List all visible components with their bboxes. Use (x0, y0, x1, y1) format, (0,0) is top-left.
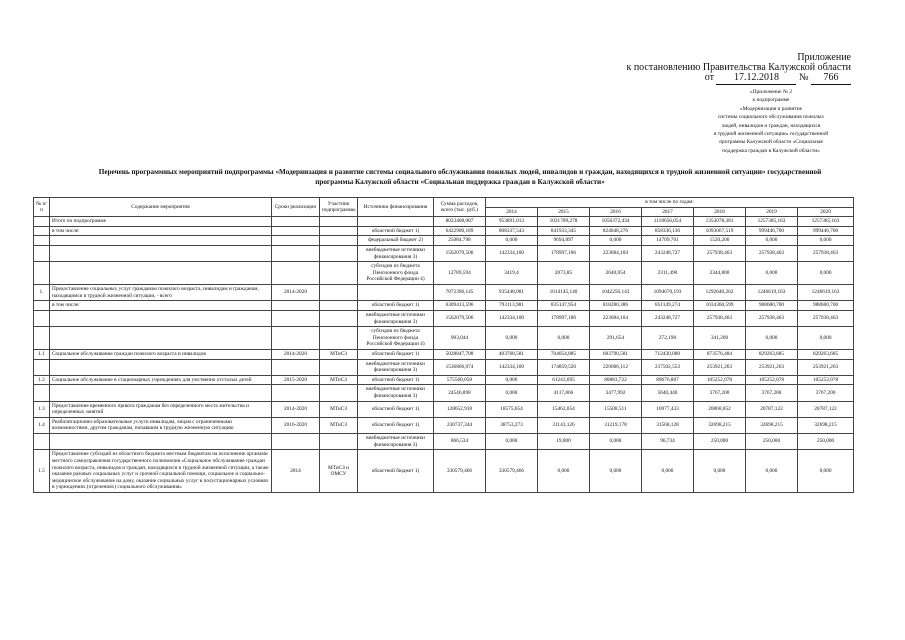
row-year-value: 683790,581 (590, 349, 642, 359)
row-term (272, 327, 320, 350)
annex-block (691, 88, 851, 155)
row-year-value: 178997,186 (538, 310, 590, 326)
row-num: 1.5 (34, 450, 50, 493)
appendix-title: Приложение (797, 52, 851, 63)
row-num: 1. (34, 285, 50, 301)
row-year-value: 0,000 (486, 434, 538, 450)
row-year-value: 20787,122 (746, 401, 798, 417)
row-year-value: 988680,700 (798, 301, 854, 311)
table-row (34, 385, 854, 401)
row-num (34, 310, 50, 326)
row-year-value: 818280,386 (590, 301, 642, 311)
row-year-value: 253921,263 (694, 359, 746, 375)
row-year-value: 237502,553 (642, 359, 694, 375)
row-num (34, 246, 50, 262)
row-year-value: 1246619,163 (798, 285, 854, 301)
col-content: Содержание мероприятия (50, 198, 272, 217)
row-year-value: 808337,543 (486, 226, 538, 236)
row-year-value: 873576,484 (694, 349, 746, 359)
row-year-value: 96,734 (642, 434, 694, 450)
row-year-value: 250,000 (694, 434, 746, 450)
row-content (50, 385, 272, 401)
table-row (34, 246, 854, 262)
row-year-value: 80883,722 (590, 375, 642, 385)
row-participant: МТиСЗ и ОМСУ (320, 450, 358, 493)
row-total: 5028847,708 (434, 349, 486, 359)
row-content (50, 310, 272, 326)
row-year-value: 2344,800 (694, 262, 746, 285)
row-year-value: 1246619,163 (746, 285, 798, 301)
row-year-value: 257938,463 (746, 310, 798, 326)
number-prefix: № (798, 72, 809, 83)
row-year-value: 835147,954 (538, 301, 590, 311)
row-total: 1562079,506 (434, 310, 486, 326)
row-content (50, 327, 272, 350)
row-content: в том числе: (50, 226, 272, 236)
row-year-value: 257938,463 (694, 246, 746, 262)
row-year-value: 704054,885 (538, 349, 590, 359)
row-year-value: 14709,701 (642, 236, 694, 246)
row-year-value: 851149,274 (642, 301, 694, 311)
annex-line: «Приложение № 2 (749, 89, 793, 95)
row-source: областной бюджет 1) (358, 375, 434, 385)
row-year-value: 0,000 (694, 450, 746, 493)
col-year: 2019 (746, 207, 798, 217)
row-year-value: 2073,85 (538, 262, 590, 285)
row-source: областной бюджет 1) (358, 349, 434, 359)
row-year-value: 0,000 (798, 450, 854, 493)
row-year-value: 1257385,163 (746, 217, 798, 227)
date-prefix: от (704, 72, 714, 83)
row-total: 8023408,087 (434, 217, 486, 227)
row-source: внебюджетные источники финансирования 3) (358, 359, 434, 375)
row-source: областной бюджет 1) (358, 401, 434, 417)
row-year-value: 31143,126 (538, 417, 590, 433)
row-participant (320, 236, 358, 246)
col-year: 2015 (538, 207, 590, 217)
row-content: Предоставление социальных услуг гражданам пожилого возраста, инвалидам и гражданам, находящимся в трудной жизненной ситуации, - всего (50, 285, 272, 301)
row-num: 1.4 (34, 417, 50, 433)
col-years-group: в том числе по годам: (486, 198, 854, 208)
row-year-value: 253921,263 (798, 359, 854, 375)
row-year-value: 0,000 (590, 434, 642, 450)
row-year-value: 18575,654 (486, 401, 538, 417)
table-row (34, 226, 854, 236)
row-source (358, 217, 434, 227)
row-year-value: 142334,100 (486, 359, 538, 375)
row-term: 2014-2020 (272, 401, 320, 417)
row-year-value: 250,000 (798, 434, 854, 450)
document-title-line-2: программы Калужской области «Социальная поддержка граждан в Калужской области» (315, 177, 605, 186)
row-total: 903,044 (434, 327, 486, 350)
row-year-value: 829263,685 (798, 349, 854, 359)
row-source: областной бюджет 1) (358, 226, 434, 236)
row-year-value: 0,000 (642, 450, 694, 493)
row-year-value: 1353078,381 (694, 217, 746, 227)
row-year-value: 15462,054 (538, 401, 590, 417)
row-term: 2014 (272, 450, 320, 493)
row-source: областной бюджет 1) (358, 417, 434, 433)
row-source: областной бюджет 1) (358, 301, 434, 311)
row-participant: МТиСЗ (320, 375, 358, 385)
row-participant: МТиСЗ (320, 401, 358, 417)
row-year-value: 257938,463 (746, 246, 798, 262)
row-participant (320, 285, 358, 301)
row-year-value: 841933,345 (538, 226, 590, 236)
row-year-value: 2311,490 (642, 262, 694, 285)
row-year-value: 1094670,193 (642, 285, 694, 301)
row-year-value: 243248,727 (642, 246, 694, 262)
row-term (272, 310, 320, 326)
row-total: 128652,918 (434, 401, 486, 417)
table-row (34, 359, 854, 375)
row-participant (320, 385, 358, 401)
row-term (272, 359, 320, 375)
row-num (34, 236, 50, 246)
row-year-value: 220006,112 (590, 359, 642, 375)
row-total: 1536866,074 (434, 359, 486, 375)
row-total: 6309413,596 (434, 301, 486, 311)
row-year-value: 0,000 (486, 236, 538, 246)
row-year-value: 330579,466 (486, 450, 538, 493)
row-year-value: 3767,200 (798, 385, 854, 401)
row-year-value: 3477,992 (590, 385, 642, 401)
row-term (272, 226, 320, 236)
table-row (34, 327, 854, 350)
row-year-value: 0,000 (798, 262, 854, 285)
row-year-value: 824048,276 (590, 226, 642, 236)
row-content (50, 236, 272, 246)
col-year: 2017 (642, 207, 694, 217)
table-row (34, 450, 854, 493)
row-content: Социальное обслуживание в стационарных учреждениях для умственно отсталых детей (50, 375, 272, 385)
row-participant (320, 359, 358, 375)
row-total: 330579,466 (434, 450, 486, 493)
col-total: Сумма расходов, всего (тыс. руб.) (434, 198, 486, 217)
row-year-value: 20787,122 (798, 401, 854, 417)
row-year-value: 142334,100 (486, 246, 538, 262)
row-source: внебюджетные источники финансирования 3) (358, 385, 434, 401)
row-term (272, 236, 320, 246)
row-year-value: 31568,128 (642, 417, 694, 433)
row-year-value: 20868,052 (694, 401, 746, 417)
row-year-value: 1118656,054 (642, 217, 694, 227)
row-year-value: 15508,511 (590, 401, 642, 417)
row-year-value: 89676,807 (642, 375, 694, 385)
row-year-value: 32698,215 (798, 417, 854, 433)
row-year-value: 0,000 (590, 450, 642, 493)
document-title (60, 168, 860, 187)
row-total: 25084,798 (434, 236, 486, 246)
row-num (34, 327, 50, 350)
row-content: Реабилитационно-образовательные услуги инвалидам, лицам с ограниченными возможностями, другим гражданам, попавшим в трудную жизненную ситуацию (50, 417, 272, 433)
row-year-value: 32698,215 (746, 417, 798, 433)
row-year-value: 0,000 (746, 262, 798, 285)
row-year-value: 1031789,278 (538, 217, 590, 227)
row-year-value: 257938,463 (694, 310, 746, 326)
row-content (50, 434, 272, 450)
table-row (34, 434, 854, 450)
row-total: 1562079,506 (434, 246, 486, 262)
row-year-value: 0,000 (798, 236, 854, 246)
row-year-value: 105252,078 (746, 375, 798, 385)
row-year-value: 178997,186 (538, 246, 590, 262)
row-year-value: 0,000 (590, 236, 642, 246)
annex-line: поддержка граждан в Калужской области» (722, 147, 820, 154)
row-content: Итого по подпрограмме (50, 217, 272, 227)
row-source: федеральный бюджет 2) (358, 236, 434, 246)
row-year-value: 105252,078 (798, 375, 854, 385)
row-term: 2014-2020 (272, 349, 320, 359)
table-row (34, 217, 854, 227)
table-row (34, 285, 854, 301)
col-year: 2020 (798, 207, 854, 217)
row-year-value: 174859,520 (538, 359, 590, 375)
row-year-value: 0,000 (538, 327, 590, 350)
row-participant (320, 310, 358, 326)
row-year-value: 9694,897 (538, 236, 590, 246)
col-year: 2018 (694, 207, 746, 217)
row-year-value: 142334,100 (486, 310, 538, 326)
row-year-value: 272,190 (642, 327, 694, 350)
row-year-value: 0,000 (746, 236, 798, 246)
row-year-value: 16977,433 (642, 401, 694, 417)
row-year-value: 3767,200 (694, 385, 746, 401)
row-source: субсидии из бюджета Пенсионного фонда Российской Федерации 4) (358, 262, 434, 285)
appendix-subtitle: к постановлению Правительства Калужской области (626, 62, 851, 73)
row-year-value: 223684,104 (590, 246, 642, 262)
row-term (272, 434, 320, 450)
row-num (34, 301, 50, 311)
row-year-value: 0,000 (486, 327, 538, 350)
row-term (272, 385, 320, 401)
row-total: 6422906,189 (434, 226, 486, 236)
col-source: Источники финансирования (358, 198, 434, 217)
row-source: внебюджетные источники финансирования 3) (358, 246, 434, 262)
row-num (34, 359, 50, 375)
row-year-value: 3419,4 (486, 262, 538, 285)
row-participant (320, 226, 358, 236)
annex-line: в трудной жизненной ситуации» государственной (713, 130, 829, 137)
row-year-value: 1042256,143 (590, 285, 642, 301)
row-total: 12789,594 (434, 262, 486, 285)
row-year-value: 793113,981 (486, 301, 538, 311)
row-participant (320, 246, 358, 262)
row-total: 866,534 (434, 434, 486, 450)
row-year-value: 2640,054 (590, 262, 642, 285)
document-title-line-1: Перечень программных мероприятий подпрограммы «Модернизация и развитие системы социального обслуживания пожилых людей, инвалидов и граждан, находящихся в трудной жизненной ситуации» государственной (98, 168, 822, 176)
row-year-value: 61243,695 (538, 375, 590, 385)
table-row (34, 375, 854, 385)
row-year-value: 0,000 (798, 327, 854, 350)
col-num: № п/п (34, 198, 50, 217)
row-year-value: 999446,700 (798, 226, 854, 236)
row-year-value: 341,200 (694, 327, 746, 350)
annex-line: системы социального обслуживания пожилых (717, 114, 825, 121)
row-year-value: 257938,463 (798, 246, 854, 262)
row-year-value: 257938,463 (798, 310, 854, 326)
row-year-value: 1257385,163 (798, 217, 854, 227)
row-year-value: 253921,263 (746, 359, 798, 375)
row-year-value: 105252,078 (694, 375, 746, 385)
row-participant (320, 262, 358, 285)
annex-line: программы Калужской области «Социальная (719, 139, 823, 146)
row-content (50, 262, 272, 285)
row-year-value: 935448,081 (486, 285, 538, 301)
row-num (34, 385, 50, 401)
row-source: внебюджетные источники финансирования 3) (358, 434, 434, 450)
row-content: в том числе: (50, 301, 272, 311)
row-year-value: 1292640,262 (694, 285, 746, 301)
row-year-value: 1520,200 (694, 236, 746, 246)
row-term (272, 246, 320, 262)
table-body (34, 217, 854, 493)
table-row (34, 417, 854, 433)
table-row (34, 262, 854, 285)
row-year-value: 1034360,599 (694, 301, 746, 311)
table-header-row-1 (34, 198, 854, 208)
row-source: субсидии из бюджета Пенсионного фонда Российской Федерации 4) (358, 327, 434, 350)
row-year-value: 19,800 (538, 434, 590, 450)
table-row (34, 349, 854, 359)
row-year-value: 0,000 (746, 327, 798, 350)
row-year-value: 31219,178 (590, 417, 642, 433)
row-term: 2014-2020 (272, 285, 320, 301)
col-participants: Участник подпрограммы (320, 198, 358, 217)
row-num (34, 262, 50, 285)
row-num: 1.1 (34, 349, 50, 359)
row-content: Предоставление временного приюта гражданам без определенного места жительства и определенных занятий (50, 401, 272, 417)
row-year-value: 0,000 (486, 375, 538, 385)
row-year-value: 829263,685 (746, 349, 798, 359)
table-row (34, 401, 854, 417)
row-total: 575560,058 (434, 375, 486, 385)
row-year-value: 953891,013 (486, 217, 538, 227)
row-num (34, 434, 50, 450)
row-participant (320, 217, 358, 227)
row-content: Социальное обслуживание граждан пожилого возраста и инвалидов (50, 349, 272, 359)
row-year-value: 5640,440 (642, 385, 694, 401)
row-num (34, 217, 50, 227)
row-num: 1.3 (34, 401, 50, 417)
row-content (50, 359, 272, 375)
row-participant: МТиСЗ (320, 417, 358, 433)
row-num: 1.2 (34, 375, 50, 385)
row-total: 24546,898 (434, 385, 486, 401)
table-row (34, 236, 854, 246)
row-year-value: 403768,581 (486, 349, 538, 359)
col-year: 2014 (486, 207, 538, 217)
annex-line: «Модернизация и развитие (739, 105, 803, 112)
row-content: Предоставление субсидий из областного бюджета местным бюджетам на исполнение органами местного самоуправления государственного полномочия «Социальное обслуживание граждан пожилого возраста, инвалидов и граждан, находящихся в трудной жизненной ситуации, а также оказание разовых социальных услуг и срочной социальной помощи, социальное и социально-медицинское обслуживание на дому, оказание социальных услуг в полустационарных условиях в учреждениях (отделениях) социального обслуживания» (50, 450, 272, 493)
row-term: 2015-2020 (272, 375, 320, 385)
table-row (34, 310, 854, 326)
annex-line: к подпрограмме (752, 97, 790, 104)
row-year-value: 1050372,434 (590, 217, 642, 227)
row-year-value: 0,000 (486, 385, 538, 401)
row-term: 2016-2020 (272, 417, 320, 433)
row-participant (320, 327, 358, 350)
resolution-number: 766 (811, 72, 851, 85)
row-source: областной бюджет 1) (358, 450, 434, 493)
row-year-value: 999446,700 (746, 226, 798, 236)
row-term (272, 301, 320, 311)
row-year-value: 4117,866 (538, 385, 590, 401)
table-row (34, 301, 854, 311)
row-year-value: 0,000 (746, 450, 798, 493)
row-num (34, 226, 50, 236)
row-year-value: 858336,136 (642, 226, 694, 236)
row-participant: МТиСЗ (320, 349, 358, 359)
col-year: 2016 (590, 207, 642, 217)
row-term (272, 217, 320, 227)
row-source (358, 285, 434, 301)
row-total: 230737,344 (434, 417, 486, 433)
row-year-value: 243248,727 (642, 310, 694, 326)
row-total: 7872396,145 (434, 285, 486, 301)
appendix-date-line (705, 72, 851, 85)
row-year-value: 1014145,140 (538, 285, 590, 301)
row-source: внебюджетные источники финансирования 3) (358, 310, 434, 326)
row-year-value: 38753,273 (486, 417, 538, 433)
row-year-value: 712430,000 (642, 349, 694, 359)
row-year-value: 0,000 (538, 450, 590, 493)
row-term (272, 262, 320, 285)
measures-table (33, 197, 854, 493)
row-participant (320, 301, 358, 311)
annex-line: людей, инвалидов и граждан, находящихся (721, 122, 821, 129)
row-year-value: 3767,200 (746, 385, 798, 401)
col-term: Сроки реализации (272, 198, 320, 217)
row-year-value: 250,000 (746, 434, 798, 450)
resolution-date: 17.12.2018 (716, 72, 796, 85)
row-year-value: 988680,700 (746, 301, 798, 311)
row-year-value: 1093067,519 (694, 226, 746, 236)
row-year-value: 291,654 (590, 327, 642, 350)
row-participant (320, 434, 358, 450)
row-content (50, 246, 272, 262)
row-year-value: 32698,215 (694, 417, 746, 433)
row-year-value: 223684,104 (590, 310, 642, 326)
